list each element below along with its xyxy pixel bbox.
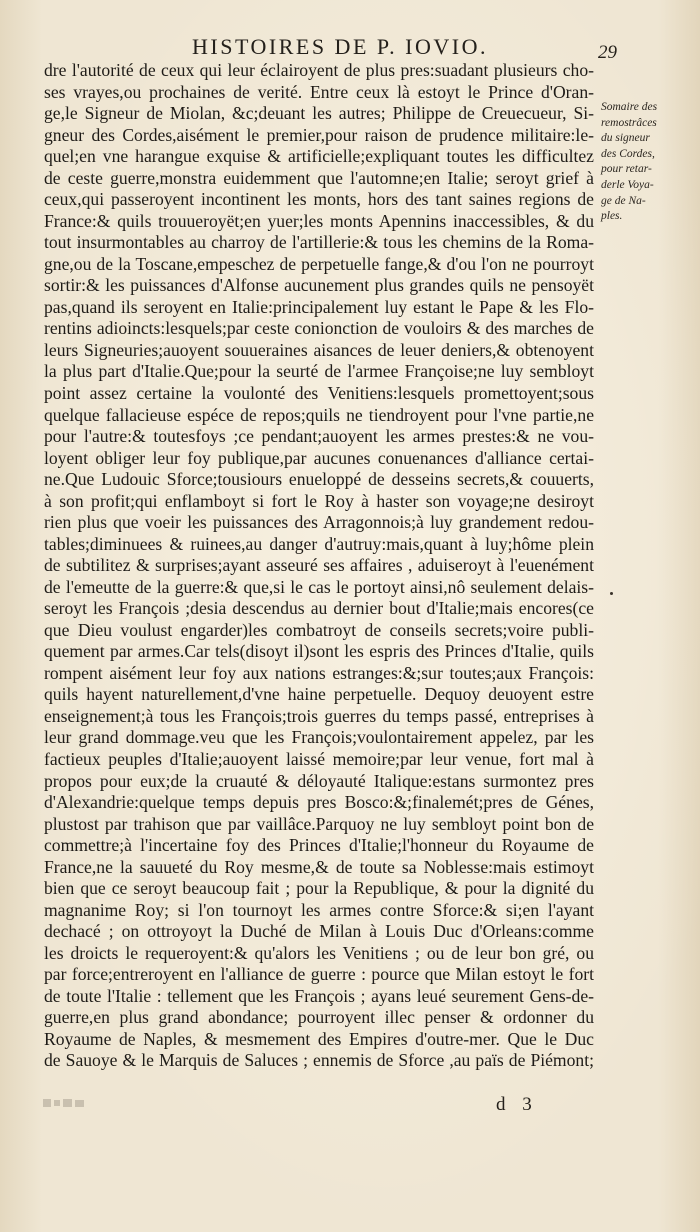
margin-note-line: des Cordes, xyxy=(601,147,655,160)
text-line: pour l'autre:& toutesfoys ;ce pendant;auoyent les armes prestes:& ne vou- xyxy=(44,426,594,447)
text-line: quils hayent naturellement,d'vne haine perpetuelle. Dequoy deuoyent estre xyxy=(44,684,594,705)
text-line: factieux peuples d'Italie;auoyent laissé memoire;par leur venue, fort mal à xyxy=(44,749,594,769)
text-line: rompent aisément leur foy aux nations estranges:&;sur toutes;aux François: xyxy=(44,662,594,683)
margin-note-line: remostrâces xyxy=(601,116,657,129)
text-line: Royaume de Naples, & mesmement des Empires d'outre-mer. Que le Duc xyxy=(44,1028,594,1049)
text-line: de l'emeutte de la guerre:& que,si le cas le portoyt ainsi,nô seulement delais- xyxy=(44,576,594,597)
running-title: HISTOIRES DE P. IOVIO. xyxy=(192,34,488,59)
text-line: par force;entreroyent en l'alliance de guerre : pource que Milan estoyt le fort xyxy=(44,964,594,985)
text-line: enseignement;à tous les François;trois guerres du temps passé, entreprises à xyxy=(44,705,594,726)
text-line: rien plus que voeir les puissances des Arragonnois;à luy grandement redou- xyxy=(44,512,594,533)
margin-note-line: Somaire des xyxy=(601,101,658,113)
faint-library-stamp xyxy=(42,1096,86,1110)
signature-mark: d 3 xyxy=(496,1094,538,1115)
ink-speck xyxy=(610,592,613,595)
text-line: seroyt les François ;desia descendus au dernier bout d'Italie;mais encores(ce xyxy=(44,598,594,619)
text-line: à son profit;qui enflamboyt si fort le Roy à haster son voyage;ne desiroyt xyxy=(44,490,594,511)
text-line: dre l'autorité de ceux qui leur éclairoyent de plus pres:suadant plusieurs cho- xyxy=(44,60,594,80)
text-line: les droicts le requeroyent:& qu'alors les Venitiens ; ou de leur bon gré, ou xyxy=(44,942,594,963)
text-line: loyent obliger leur foy publique,par aucunes conuenances d'alliance certai- xyxy=(44,447,594,468)
text-line: quel;en vne harangue exquise & artificielle;expliquant toutes les difficultez xyxy=(44,146,594,167)
text-line: bien que ce seroyt beaucoup fait ; pour la Republique, & pour la dignité du xyxy=(44,878,594,899)
text-line: tout insurmontables au charroy de l'artillerie:& tous les chemins de la Roma- xyxy=(44,232,594,253)
text-line: que Dieu voulust engarder)les combatroyt de conseils secrets;voire publi- xyxy=(44,619,594,640)
margin-note-line: ge de Na- xyxy=(601,194,646,207)
folio-number: 29 xyxy=(598,42,617,63)
text-line: France,ne la sauueté du Roy mesme,& de toute sa Noblesse:mais estimoyt xyxy=(44,856,594,877)
text-line: leur grand dommage.veu que les François;voulontairement appelez, par les xyxy=(44,727,594,748)
text-line: quelque fallacieuse espéce de repos;quils ne tiendroyent pour l'vne partie,ne xyxy=(44,404,594,425)
margin-note-line: derle Voya- xyxy=(601,178,654,191)
text-line: guerre,en plus grand abondance; pourroyent illec penser & ordonner du xyxy=(44,1007,594,1028)
text-line: commettre;à l'incertaine foy des Princes d'Italie;l'honneur du Royaume de xyxy=(44,835,594,856)
margin-note-line: pour retar- xyxy=(601,163,652,176)
text-line: de subtilitez & surprises;ayant asseuré ses affaires , aduiseroyt à l'euenément xyxy=(44,555,594,576)
text-line: de Sauoye & le Marquis de Saluces ; ennemis de Sforce ,au païs de Piémont; xyxy=(44,1050,594,1071)
margin-note-line: ples. xyxy=(601,210,623,223)
text-line: de toute l'Italie : tellement que les François ; ayans leué seurement Gens-de- xyxy=(44,985,594,1006)
text-line: ne.Que Ludouic Sforce;tousiours enueloppé de desseins secrets,& couuerts, xyxy=(44,469,594,490)
text-line: gneur des Cordes,aisément le premier,pour raison de prudence militaire:le- xyxy=(44,124,594,145)
text-line: gne,ou de la Toscane,empeschez de perpetuelle fange,& d'ou l'on ne pourroyt xyxy=(44,253,594,274)
text-line: sortir:& les puissances d'Alfonse aucunement plus grandes quils ne pensoyët xyxy=(44,275,594,296)
text-line: magnanime Roy; si l'on tournoyt les armes contre Sforce:& si;en l'ayant xyxy=(44,899,594,920)
text-line: point assez certaine la voulonté des Venitiens:lesquels promettoyent;sous xyxy=(44,382,594,403)
text-line: tables;diminuees & ruinees,au danger d'autruy:mais,quant à luy;hôme plein xyxy=(44,533,594,554)
text-line: quement par armes.Car tels(disoyt il)sont les espris des Princes d'Italie, quils xyxy=(44,641,594,662)
text-line: d'Alexandrie:quelque temps depuis pres Bosco:&;finalemét;pres de Génes, xyxy=(44,792,594,813)
text-line: de ceste guerre,monstra euidemment que l'automne;en Italie; seroyt grief à xyxy=(44,167,594,188)
text-line: ceux,qui passeroyent incontinent les monts, hors des tant saines regions de xyxy=(44,189,594,210)
text-line: leurs Signeuries;auoyent souueraines aisances de leuer deniers,& obtenoyent xyxy=(44,339,594,360)
text-line: dechacé ; on ottroyoyt la Duché de Milan à Louis Duc d'Orleans:comme xyxy=(44,921,594,942)
text-line: ses vrayes,ou prochaines de verité. Entre ceux là estoyt le Prince d'Oran- xyxy=(44,81,594,102)
text-line: rentins adioincts:lesquels;par ceste conionction de vouloirs & des marches de xyxy=(44,318,594,339)
text-line: France:& quils trouueroyët;en yuer;les monts Apennins inaccessibles, & du xyxy=(44,210,594,231)
main-text-block xyxy=(44,60,594,1072)
text-line: ge,le Signeur de Miolan, &c;deuant les autres; Philippe de Creuecueur, Si- xyxy=(44,103,594,124)
text-line: la plus part d'Italie.Que;pour la seurté de l'armee Françoise;ne luy sembloyt xyxy=(44,361,594,382)
text-line: propos pour eux;de la cruauté & déloyauté Italique:estans surmontez pres xyxy=(44,770,594,791)
text-line: pas,quand ils seroyent en Italie:principalement luy estant le Pape & les Flo- xyxy=(44,296,594,317)
margin-note-line: du signeur xyxy=(601,132,650,145)
marginal-note xyxy=(601,100,697,225)
text-line: plustost par trahison que par vaillâce.Parquoy ne luy sembloyt point bon de xyxy=(44,813,594,834)
